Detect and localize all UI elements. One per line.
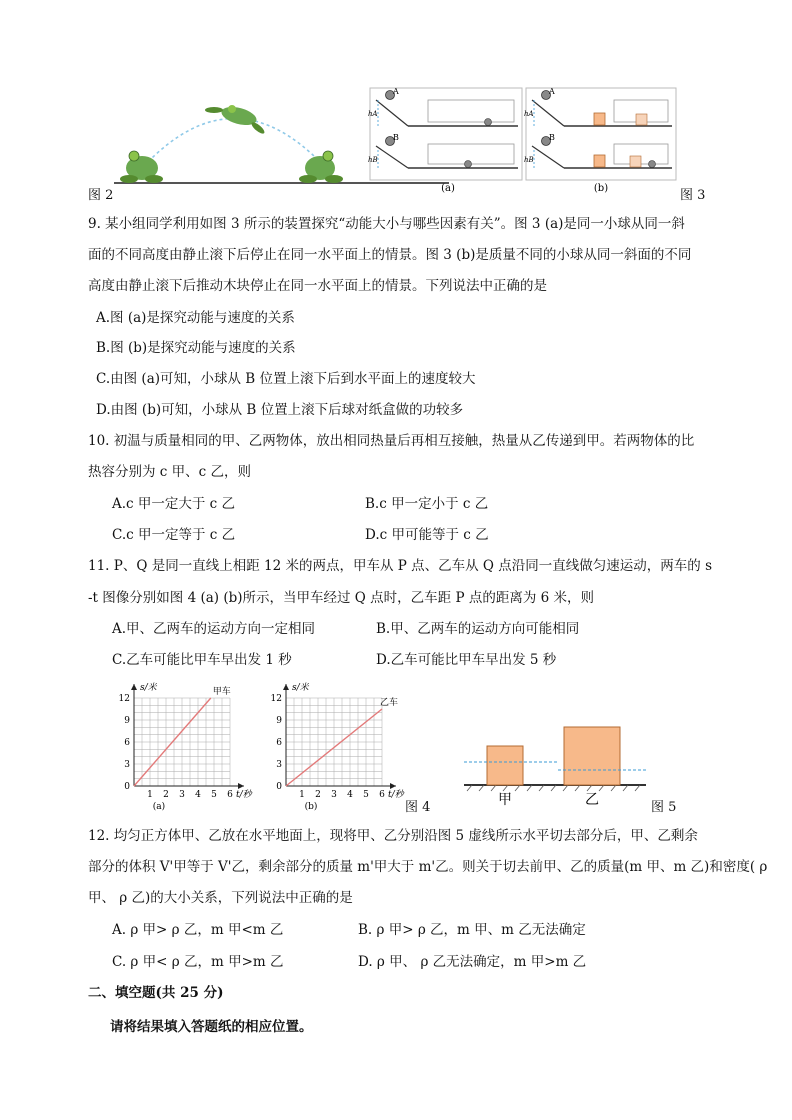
label-yi: 乙 bbox=[585, 792, 599, 808]
q10-line-1: 10. 初温与质量相同的甲、乙两物体，放出相同热量后再相互接触，热量从乙传递到甲。若两物体的比 bbox=[88, 433, 695, 449]
graph-a-x-tick: 3 bbox=[179, 790, 185, 800]
mark-hA-b: hA bbox=[524, 110, 534, 118]
graph-b-x-tick: 4 bbox=[347, 790, 353, 800]
cube-jia bbox=[487, 746, 523, 785]
q12-option-a[interactable]: A. ρ 甲> ρ 乙，m 甲<m 乙 bbox=[112, 922, 284, 938]
section-2-instruction: 请将结果填入答题纸的相应位置。 bbox=[110, 1019, 313, 1035]
figure-3-label: 图 3 bbox=[680, 188, 706, 203]
figure-5 bbox=[462, 720, 648, 810]
q12-line-3: 甲、 ρ 乙)的大小关系，下列说法中正确的是 bbox=[88, 890, 353, 906]
graph-b-x-arrow bbox=[390, 783, 396, 789]
frog-right-icon bbox=[299, 151, 343, 183]
q9-option-b[interactable]: B.图 (b)是探究动能与速度的关系 bbox=[96, 340, 296, 356]
mark-A-a: A bbox=[393, 87, 399, 96]
graph-b-x-tick: 2 bbox=[315, 790, 321, 800]
q11-option-a[interactable]: A.甲、乙两车的运动方向一定相同 bbox=[112, 621, 316, 637]
graph-a-x-tick: 6 bbox=[227, 790, 233, 800]
mark-hA-a: hA bbox=[368, 110, 378, 118]
q12-option-d[interactable]: D. ρ 甲、 ρ 乙无法确定，m 甲>m 乙 bbox=[358, 954, 587, 970]
q9-option-a[interactable]: A.图 (a)是探究动能与速度的关系 bbox=[96, 310, 295, 326]
q11-option-d[interactable]: D.乙车可能比甲车早出发 5 秒 bbox=[376, 652, 557, 668]
mark-B-b: B bbox=[549, 133, 555, 142]
jump-arc bbox=[144, 119, 324, 167]
figure-2-label: 图 2 bbox=[88, 188, 114, 203]
graph-a-y-tick: 6 bbox=[124, 738, 130, 748]
graph-a-x-tick: 5 bbox=[211, 790, 217, 800]
figure-3a-label: (a) bbox=[441, 183, 455, 194]
mark-B-a: B bbox=[393, 133, 399, 142]
graph-a-x-tick: 4 bbox=[195, 790, 201, 800]
graph-a-y-tick: 3 bbox=[124, 760, 130, 770]
q11-line-2: -t 图像分别如图 4 (a) (b)所示，当甲车经过 Q 点时，乙车距 P 点的距离为 6 米，则 bbox=[88, 590, 594, 606]
graph-a-y-arrow bbox=[131, 684, 137, 690]
frog-left-icon bbox=[120, 151, 163, 183]
graph-b-y-tick: 9 bbox=[276, 716, 282, 726]
q11-option-c[interactable]: C.乙车可能比甲车早出发 1 秒 bbox=[112, 652, 292, 668]
ramp-experiment-illustration bbox=[368, 86, 678, 198]
graph-b-y-tick: 6 bbox=[276, 738, 282, 748]
q10-line-2: 热容分别为 c 甲、c 乙，则 bbox=[88, 464, 251, 480]
graph-a-y-label: s/米 bbox=[140, 683, 157, 693]
q10-option-b[interactable]: B.c 甲一定小于 c 乙 bbox=[365, 496, 489, 512]
graph-a-series-label: 甲车 bbox=[212, 687, 231, 697]
q9-line-2: 面的不同高度由静止滚下后停止在同一水平面上的情景。图 3 (b)是质量不同的小球从同一斜面的不同 bbox=[88, 247, 692, 263]
frog-jumping-icon bbox=[205, 104, 266, 136]
mark-hB-a: hB bbox=[368, 156, 378, 164]
q12-line-2: 部分的体积 V'甲等于 V'乙，剩余部分的质量 m'甲大于 m'乙。则关于切去前甲、乙的质量(m 甲、m 乙)和密度( ρ bbox=[88, 859, 768, 875]
cube-yi bbox=[564, 727, 620, 785]
graph-b-x-tick: 5 bbox=[363, 790, 369, 800]
graph-a-x-arrow bbox=[238, 783, 244, 789]
st-graph-b bbox=[260, 676, 410, 812]
graph-b-x-tick: 6 bbox=[379, 790, 385, 800]
mark-A-b: A bbox=[549, 87, 555, 96]
figure-3 bbox=[368, 86, 678, 198]
graph-a-y-tick: 12 bbox=[118, 694, 130, 704]
q9-option-c[interactable]: C.由图 (a)可知，小球从 B 位置上滚下后到水平面上的速度较大 bbox=[96, 371, 476, 387]
q12-option-c[interactable]: C. ρ 甲< ρ 乙，m 甲>m 乙 bbox=[112, 954, 284, 970]
q9-line-3: 高度由静止滚下后推动木块停止在同一水平面上的情景。下列说法中正确的是 bbox=[88, 278, 547, 294]
graph-a-x-tick: 1 bbox=[147, 790, 153, 800]
label-jia: 甲 bbox=[498, 792, 512, 808]
graph-b-y-tick: 0 bbox=[276, 782, 282, 792]
graph-b-x-label: t/秒 bbox=[388, 790, 404, 800]
section-2-heading: 二、填空题(共 25 分) bbox=[88, 985, 224, 1001]
graph-a-subtitle: (a) bbox=[152, 802, 166, 812]
q10-option-c[interactable]: C.c 甲一定等于 c 乙 bbox=[112, 527, 236, 543]
graph-b-y-arrow bbox=[283, 684, 289, 690]
graph-a-x-label: t/秒 bbox=[236, 790, 252, 800]
graph-b-subtitle: (b) bbox=[304, 802, 318, 812]
figure-3b-label: (b) bbox=[593, 183, 609, 194]
graph-a-x-tick: 2 bbox=[163, 790, 169, 800]
figure-5-label: 图 5 bbox=[651, 800, 677, 815]
q11-line-1: 11. P、Q 是同一直线上相距 12 米的两点，甲车从 P 点、乙车从 Q 点沿同一直线做匀速运动，两车的 s bbox=[88, 558, 712, 574]
graph-b-series-label: 乙车 bbox=[380, 698, 399, 708]
graph-a-y-tick: 9 bbox=[124, 716, 130, 726]
q9-line-1: 9. 某小组同学利用如图 3 所示的装置探究“动能大小与哪些因素有关”。图 3 (a)是同一小球从同一斜 bbox=[88, 216, 685, 232]
q10-option-a[interactable]: A.c 甲一定大于 c 乙 bbox=[112, 496, 236, 512]
q10-option-d[interactable]: D.c 甲可能等于 c 乙 bbox=[365, 527, 489, 543]
figure-4-label: 图 4 bbox=[405, 800, 431, 815]
q11-option-b[interactable]: B.甲、乙两车的运动方向可能相同 bbox=[376, 621, 580, 637]
q12-line-1: 12. 均匀正方体甲、乙放在水平地面上，现将甲、乙分别沿图 5 虚线所示水平切去部分后，甲、乙剩余 bbox=[88, 828, 698, 844]
graph-b-x-tick: 3 bbox=[331, 790, 337, 800]
mark-hB-b: hB bbox=[524, 156, 534, 164]
q12-option-b[interactable]: B. ρ 甲> ρ 乙，m 甲、m 乙无法确定 bbox=[358, 922, 586, 938]
st-graph-a bbox=[108, 676, 258, 812]
q9-option-d[interactable]: D.由图 (b)可知，小球从 B 位置上滚下后球对纸盒做的功较多 bbox=[96, 402, 464, 418]
graph-b-y-tick: 12 bbox=[270, 694, 282, 704]
graph-b-x-tick: 1 bbox=[299, 790, 305, 800]
graph-a-y-tick: 0 bbox=[124, 782, 130, 792]
graph-b-y-tick: 3 bbox=[276, 760, 282, 770]
graph-b-y-label: s/米 bbox=[292, 683, 309, 693]
